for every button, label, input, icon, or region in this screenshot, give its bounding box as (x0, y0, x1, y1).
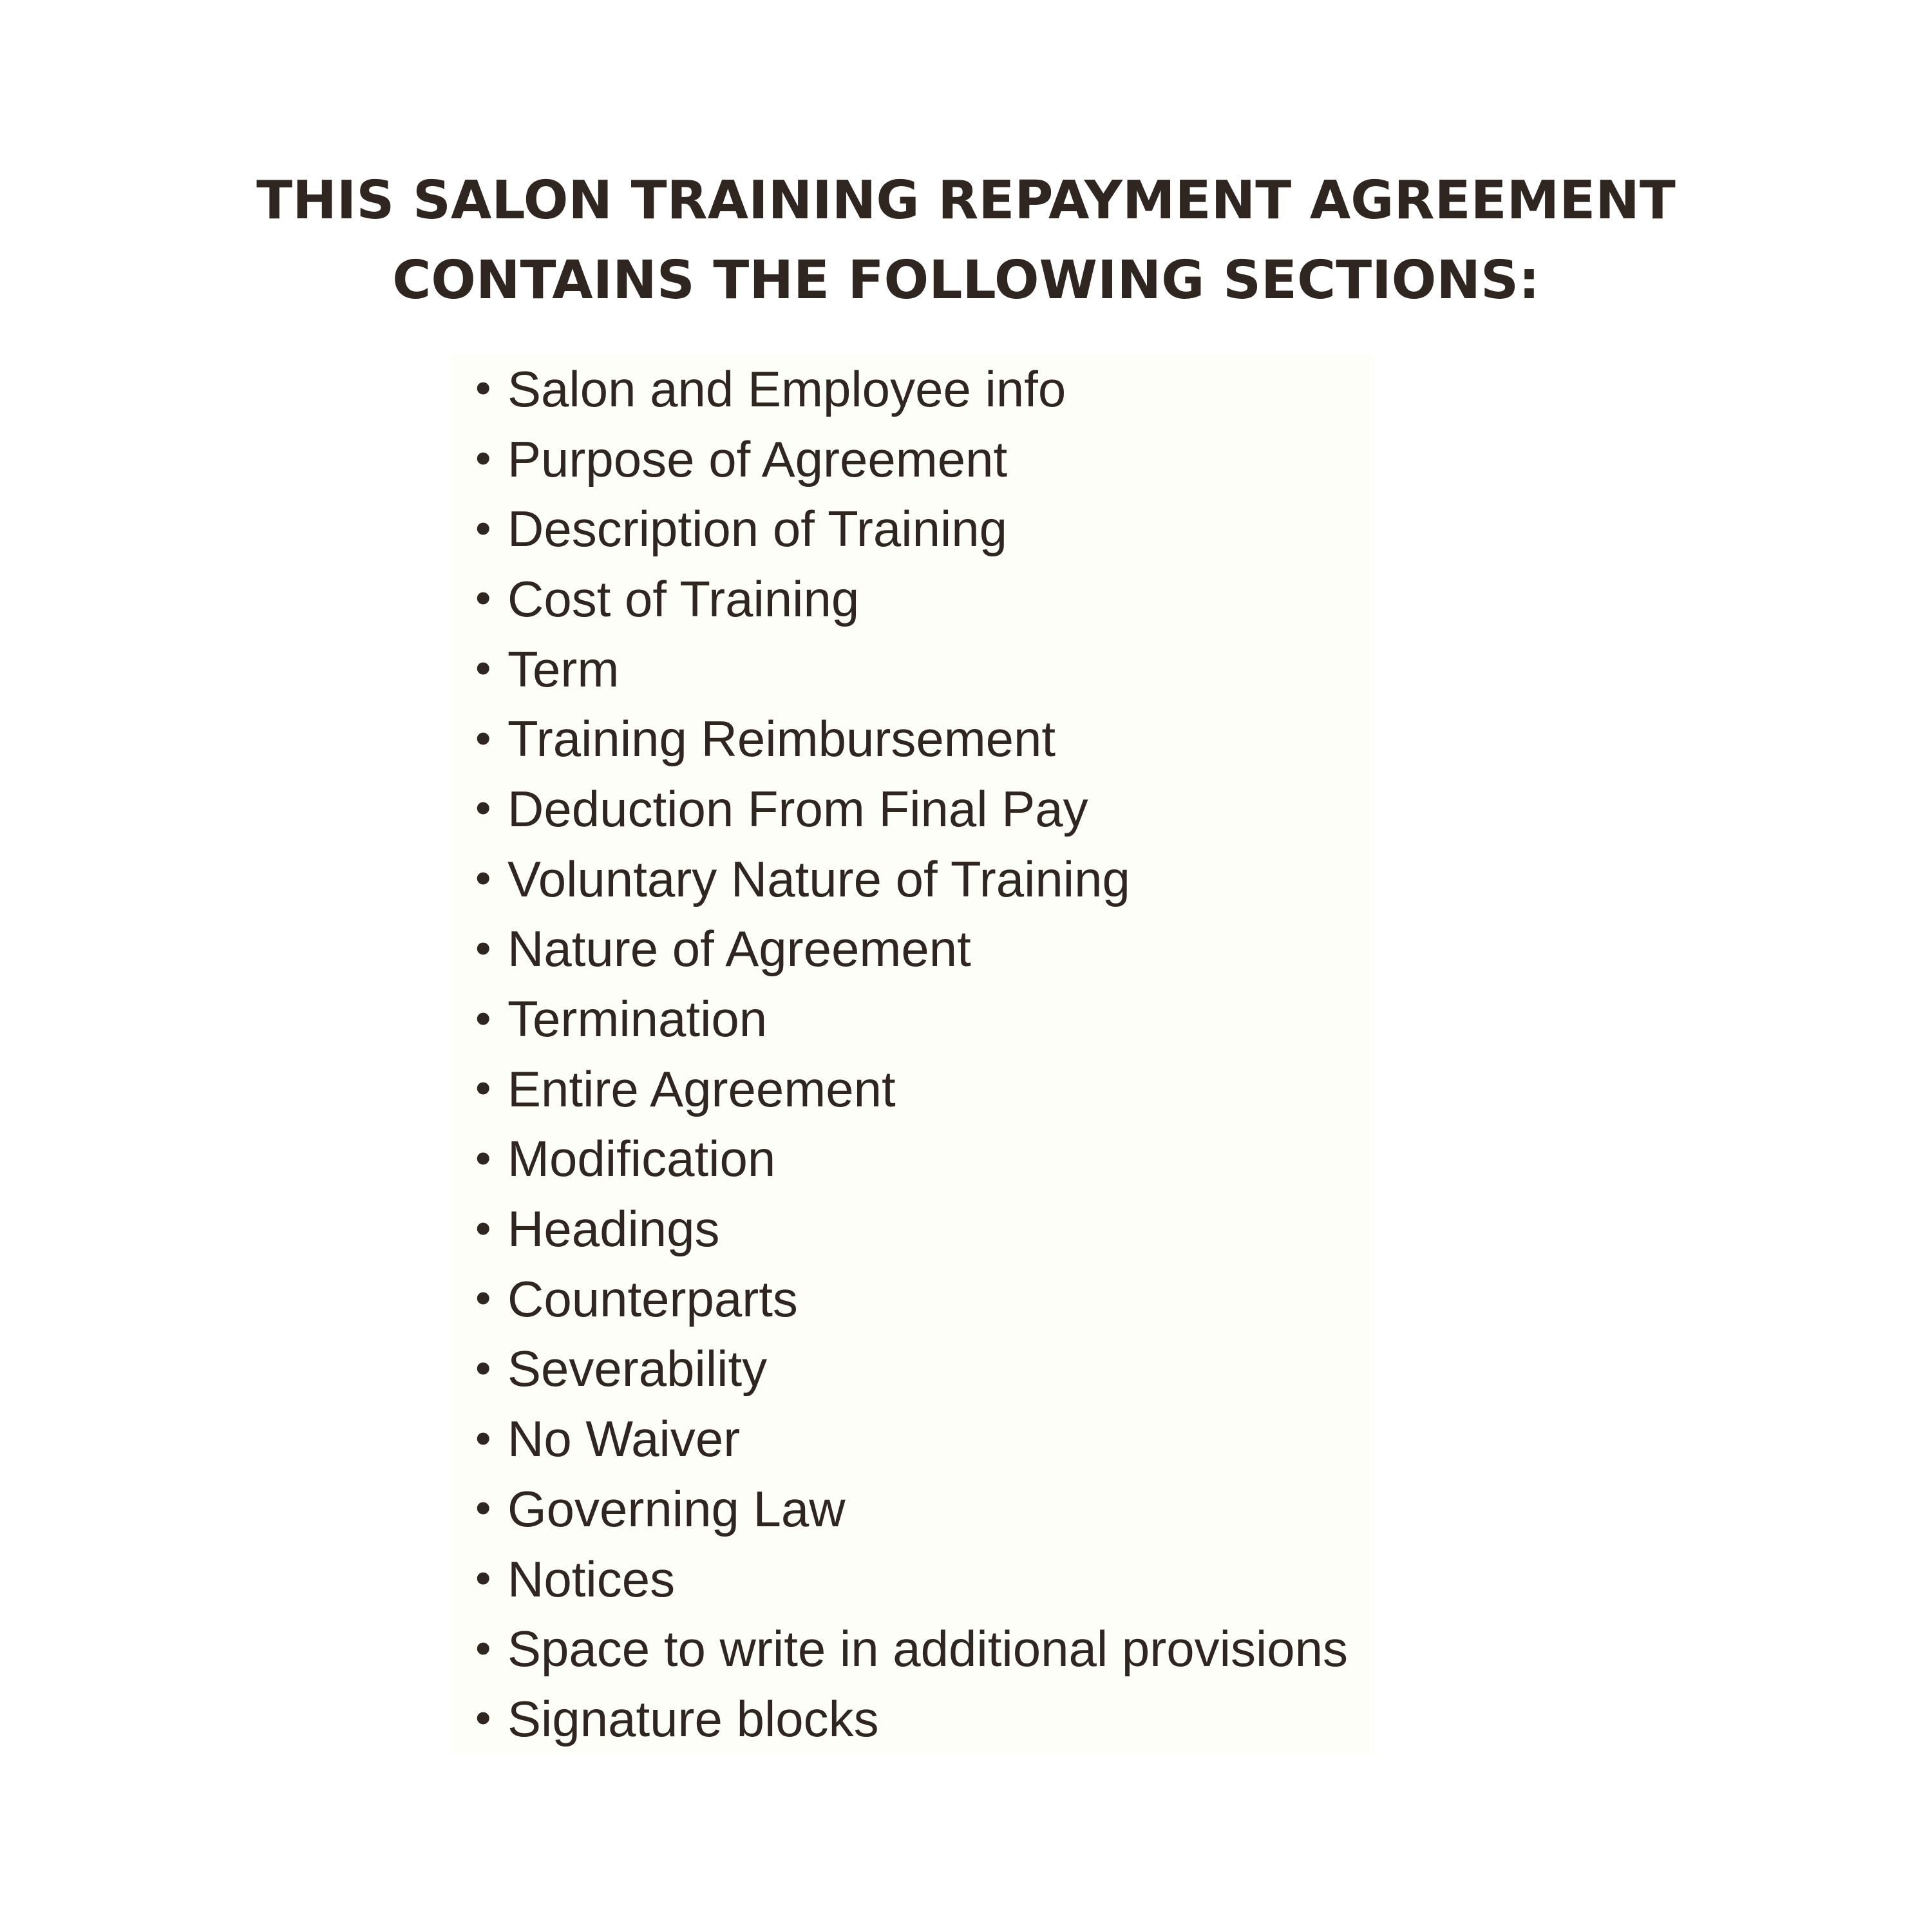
section-label: Modification (507, 1130, 776, 1188)
list-item (457, 634, 1348, 705)
list-item (457, 1054, 1348, 1124)
section-label: Governing Law (507, 1480, 846, 1537)
list-item (457, 1614, 1348, 1684)
list-item (457, 1194, 1348, 1264)
list-item (457, 1684, 1348, 1754)
list-item (457, 1474, 1348, 1544)
bullet-icon: • (475, 1412, 491, 1463)
list-item (457, 564, 1348, 634)
section-label: Description of Training (507, 500, 1008, 558)
section-label: Deduction From Final Pay (507, 780, 1088, 837)
title-line-2: CONTAINS THE FOLLOWING SECTIONS: (392, 250, 1540, 311)
bullet-icon: • (475, 1342, 491, 1393)
section-label: Headings (507, 1200, 720, 1258)
bullet-icon: • (475, 1202, 491, 1253)
list-item (457, 844, 1348, 914)
section-label: Nature of Agreement (507, 920, 971, 978)
bullet-icon: • (475, 853, 491, 904)
bullet-icon: • (475, 502, 491, 553)
list-item (457, 1124, 1348, 1195)
bullet-icon: • (475, 1692, 491, 1743)
list-item (457, 1334, 1348, 1405)
sections-list (451, 354, 1374, 1754)
section-label: Entire Agreement (507, 1060, 896, 1117)
list-item (457, 424, 1348, 495)
list-item (457, 774, 1348, 844)
bullet-icon: • (475, 1553, 491, 1604)
list-item (457, 1544, 1348, 1615)
section-label: Training Reimbursement (507, 710, 1056, 768)
list-item (457, 354, 1348, 424)
section-label: Severability (507, 1340, 768, 1397)
section-label: Purpose of Agreement (507, 430, 1008, 488)
section-label: Term (507, 640, 620, 697)
bullet-icon: • (475, 433, 491, 484)
bullet-icon: • (475, 1482, 491, 1533)
list-item (457, 494, 1348, 564)
section-label: Voluntary Nature of Training (507, 850, 1130, 907)
bullet-icon: • (475, 363, 491, 413)
section-label: Counterparts (507, 1270, 798, 1327)
bullet-icon: • (475, 992, 491, 1043)
section-label: Cost of Training (507, 570, 860, 627)
bullet-icon: • (475, 1132, 491, 1183)
list-item (457, 1264, 1348, 1334)
page-title (0, 161, 1932, 321)
bullet-icon: • (475, 573, 491, 623)
bullet-icon: • (475, 782, 491, 833)
section-label: No Waiver (507, 1410, 741, 1468)
section-label: Salon and Employee info (507, 360, 1066, 417)
list-item (457, 984, 1348, 1054)
section-label: Signature blocks (507, 1690, 879, 1747)
bullet-icon: • (475, 712, 491, 763)
list-item (457, 704, 1348, 774)
bullet-icon: • (475, 922, 491, 973)
list-item (457, 1404, 1348, 1474)
section-label: Space to write in additional provisions (507, 1620, 1349, 1678)
bullet-icon: • (475, 1273, 491, 1323)
bullet-icon: • (475, 643, 491, 694)
section-label: Termination (507, 990, 768, 1048)
title-line-1: THIS SALON TRAINING REPAYMENT AGREEMENT (256, 170, 1676, 231)
list-item (457, 914, 1348, 985)
bullet-icon: • (475, 1063, 491, 1113)
bullet-icon: • (475, 1622, 491, 1673)
section-label: Notices (507, 1550, 676, 1607)
